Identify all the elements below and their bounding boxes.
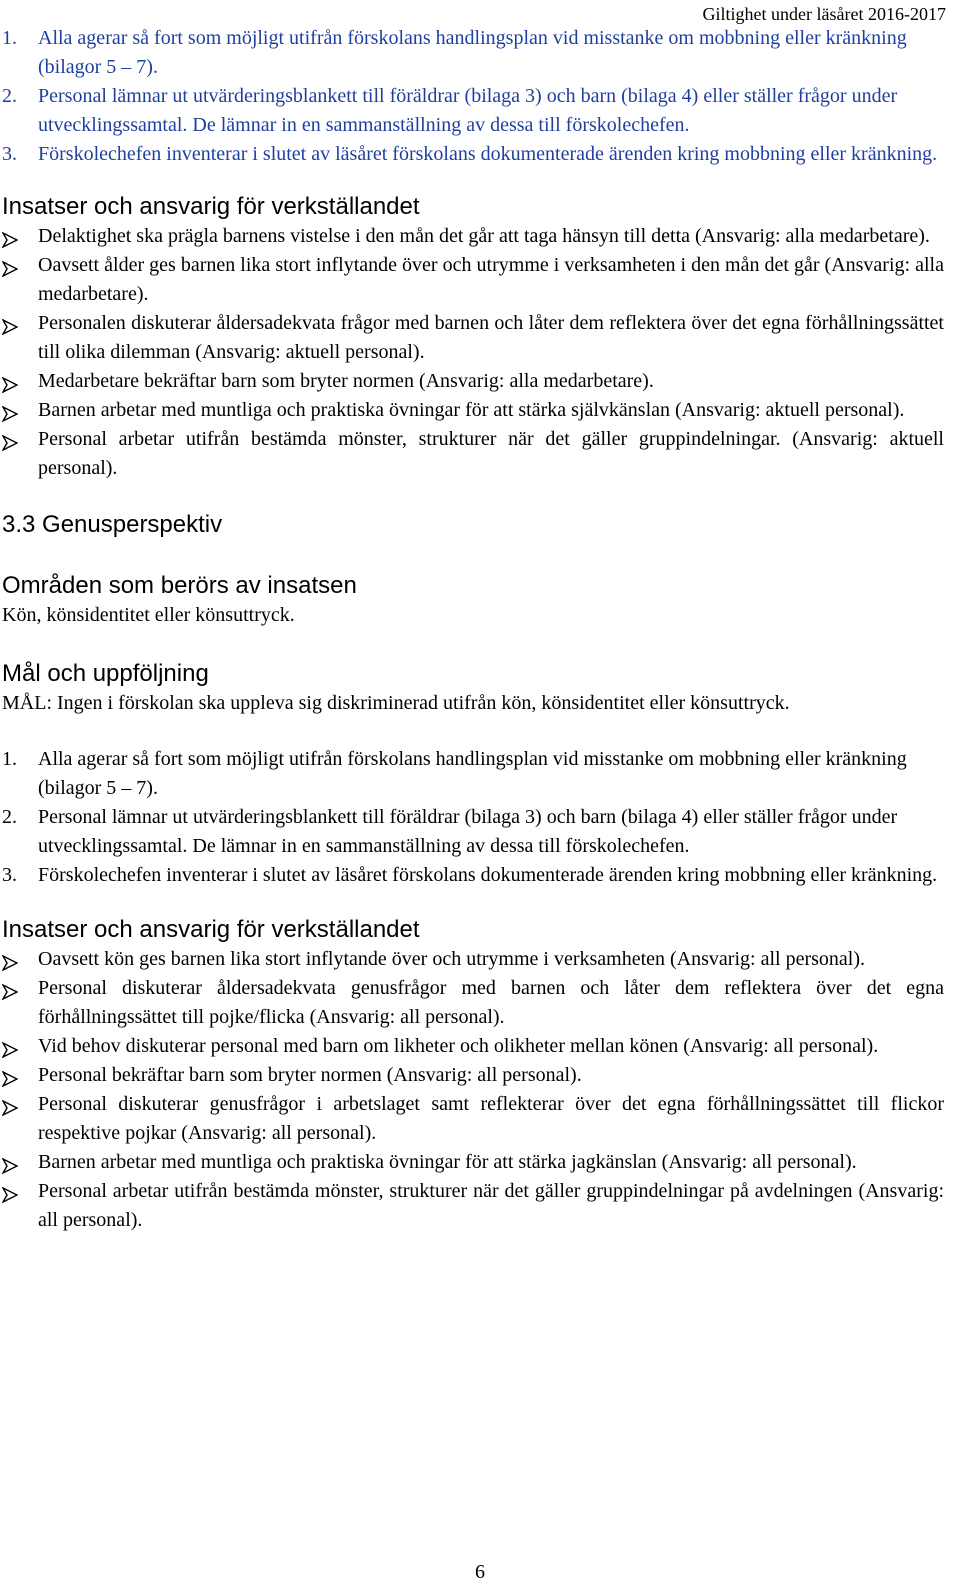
actions-list	[2, 945, 944, 1235]
list-item	[2, 1032, 944, 1061]
list-item-text: Personalen diskuterar åldersadekvata frågor med barnen och låter dem reflektera över det egna förhållningssättet till olika dilemman (Ansvarig: aktuell personal).	[38, 312, 944, 363]
arrowhead-bullet-icon	[2, 1183, 18, 1199]
list-item	[2, 251, 944, 309]
list-item	[2, 140, 944, 169]
list-item	[2, 222, 944, 251]
list-item	[2, 396, 944, 425]
list-item-text: Förskolechefen inventerar i slutet av läsåret förskolans dokumenterade ärenden kring mobbning eller kränkning.	[38, 864, 938, 886]
list-item-text: Personal diskuterar åldersadekvata genusfrågor med barnen och låter dem reflektera över det egna förhållningssättet till pojke/flicka (Ansvarig: all personal).	[38, 977, 944, 1028]
list-item-text: Personal arbetar utifrån bestämda mönster, strukturer när det gäller gruppindelningar på avdelningen (Ansvarig: all personal).	[38, 1180, 944, 1231]
actions-heading: Insatser och ansvarig för verkställandet	[2, 193, 420, 220]
list-item	[2, 425, 944, 483]
arrowhead-bullet-icon	[2, 257, 18, 273]
list-item	[2, 861, 944, 890]
arrowhead-bullet-icon	[2, 1096, 18, 1112]
list-item-text: Personal diskuterar genusfrågor i arbetslaget samt reflekterar över det egna förhållningssättet till flickor respektive pojkar (Ansvarig: all personal).	[38, 1093, 944, 1144]
document-body	[2, 20, 944, 1235]
list-item	[2, 1148, 944, 1177]
arrowhead-bullet-icon	[2, 980, 18, 996]
list-item	[2, 745, 944, 803]
arrowhead-bullet-icon	[2, 228, 18, 244]
actions-list	[2, 222, 944, 483]
areas-text: Kön, könsidentitet eller könsuttryck.	[2, 604, 295, 626]
list-item-text: Barnen arbetar med muntliga och praktiska övningar för att stärka jagkänslan (Ansvarig: all personal).	[38, 1151, 857, 1173]
list-item-text: Alla agerar så fort som möjligt utifrån förskolans handlingsplan vid misstanke om mobbning eller kränkning (bilagor 5 – 7).	[38, 27, 907, 78]
list-item-text: Alla agerar så fort som möjligt utifrån förskolans handlingsplan vid misstanke om mobbning eller kränkning (bilagor 5 – 7).	[38, 748, 907, 799]
arrowhead-bullet-icon	[2, 373, 18, 389]
list-item-text: Oavsett ålder ges barnen lika stort inflytande över och utrymme i verksamheten i den mån det går (Ansvarig: alla medarbetare).	[38, 254, 944, 305]
goals-heading: Mål och uppföljning	[2, 660, 209, 687]
list-item-text: Personal bekräftar barn som bryter normen (Ansvarig: all personal).	[38, 1064, 582, 1086]
list-item	[2, 974, 944, 1032]
list-marker: 3.	[2, 143, 17, 165]
list-item	[2, 82, 944, 140]
section-title: 3.3 Genusperspektiv	[2, 511, 223, 538]
list-item-text: Förskolechefen inventerar i slutet av läsåret förskolans dokumenterade ärenden kring mobbning eller kränkning.	[38, 143, 938, 165]
list-item-text: Vid behov diskuterar personal med barn om likheter och olikheter mellan könen (Ansvarig: all personal).	[38, 1035, 879, 1057]
actions-heading: Insatser och ansvarig för verkställandet	[2, 916, 420, 943]
areas-heading: Områden som berörs av insatsen	[2, 572, 357, 599]
list-item-text: Personal lämnar ut utvärderingsblankett till föräldrar (bilaga 3) och barn (bilaga 4) eller ställer frågor under utvecklingssamtal. De lämnar in en sammanställning av dessa till förskolechefen.	[38, 806, 898, 857]
list-item	[2, 803, 944, 861]
list-marker: 1.	[2, 27, 17, 49]
list-item-text: Oavsett kön ges barnen lika stort inflytande över och utrymme i verksamheten (Ansvarig: all personal).	[38, 948, 865, 970]
list-item-text: Personal lämnar ut utvärderingsblankett till föräldrar (bilaga 3) och barn (bilaga 4) eller ställer frågor under utvecklingssamtal. De lämnar in en sammanställning av dessa till förskolechefen.	[38, 85, 898, 136]
page-number: 6	[475, 1561, 485, 1583]
arrowhead-bullet-icon	[2, 1154, 18, 1170]
list-item	[2, 1090, 944, 1148]
list-item	[2, 945, 944, 974]
list-item-text: Personal arbetar utifrån bestämda mönster, strukturer när det gäller gruppindelningar. (Ansvarig: aktuell personal).	[38, 428, 944, 479]
arrowhead-bullet-icon	[2, 1067, 18, 1083]
list-item	[2, 309, 944, 367]
header-validity: Giltighet under läsåret 2016-2017	[702, 4, 946, 24]
list-marker: 2.	[2, 85, 17, 107]
goal-text: MÅL: Ingen i förskolan ska uppleva sig diskriminerad utifrån kön, könsidentitet eller könsuttryck.	[2, 692, 790, 714]
arrowhead-bullet-icon	[2, 431, 18, 447]
list-item	[2, 1177, 944, 1235]
arrowhead-bullet-icon	[2, 315, 18, 331]
arrowhead-bullet-icon	[2, 951, 18, 967]
list-item	[2, 1061, 944, 1090]
arrowhead-bullet-icon	[2, 402, 18, 418]
list-item	[2, 367, 944, 396]
list-item-text: Barnen arbetar med muntliga och praktiska övningar för att stärka självkänslan (Ansvarig: aktuell personal).	[38, 399, 905, 421]
arrowhead-bullet-icon	[2, 1038, 18, 1054]
list-item-text: Delaktighet ska prägla barnens vistelse i den mån det går att taga hänsyn till detta (Ansvarig: alla medarbetare).	[38, 225, 930, 247]
list-marker: 1.	[2, 748, 17, 770]
list-marker: 3.	[2, 864, 17, 886]
follow-up-steps-list	[2, 24, 944, 169]
list-marker: 2.	[2, 806, 17, 828]
follow-up-steps-list	[2, 745, 944, 890]
list-item-text: Medarbetare bekräftar barn som bryter normen (Ansvarig: alla medarbetare).	[38, 370, 654, 392]
list-item	[2, 24, 944, 82]
